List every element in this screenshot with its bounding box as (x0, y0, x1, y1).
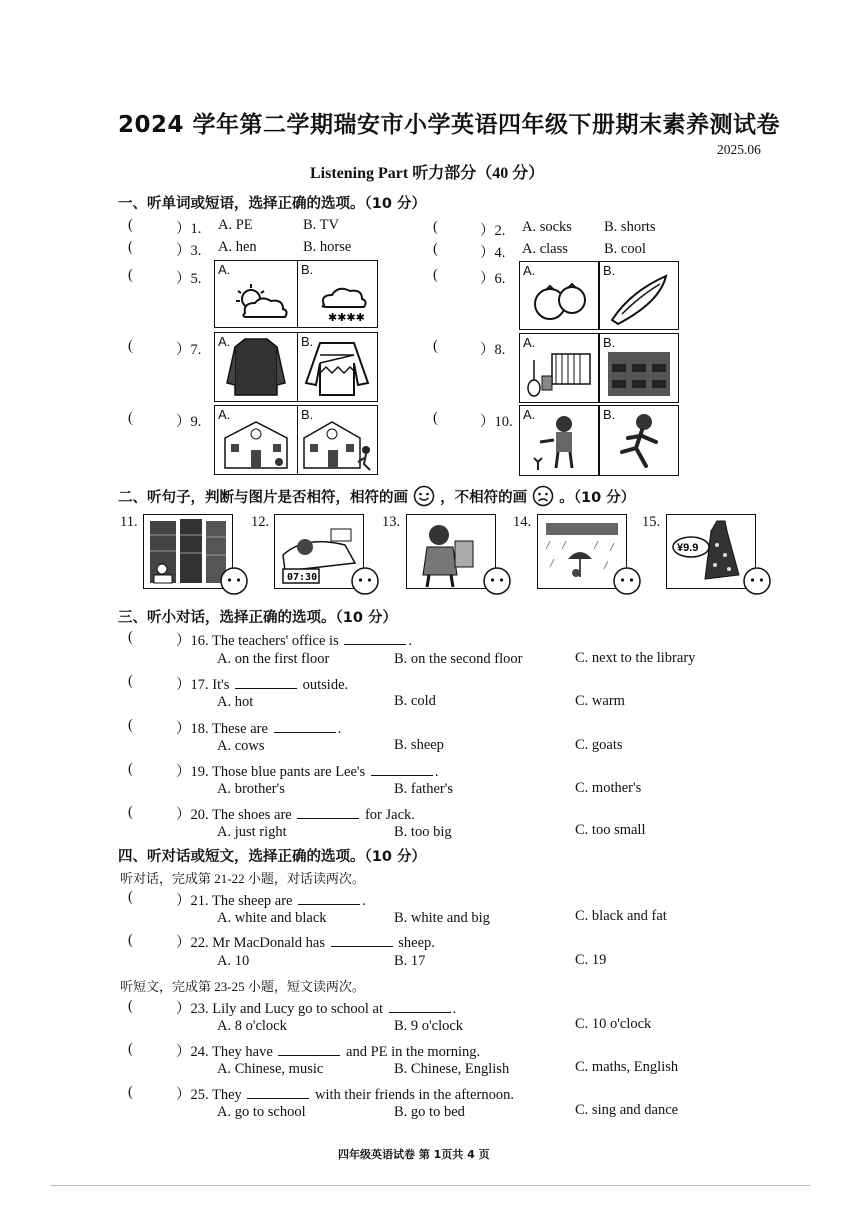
section3-heading: 三、听小对话，选择正确的选项。（10 分） (118, 610, 397, 626)
option-label: B. (603, 407, 616, 422)
exam-date: 2025.06 (717, 142, 761, 157)
question-end: . (452, 1001, 457, 1017)
question-text (176, 1083, 514, 1104)
page-footer: 四年级英语试卷 第 1页共 4 页 (338, 1148, 490, 1161)
question-end: and PE in the morning. (346, 1044, 481, 1060)
question-stem: ）24. They have (176, 1044, 273, 1060)
question-number: ）6. (480, 271, 506, 287)
option-b: B. 9 o'clock (394, 1018, 464, 1034)
option-b: B. shorts (604, 219, 656, 235)
question-number: ）1. (176, 221, 202, 237)
q5-option-a-image (214, 260, 298, 328)
question-end: . (408, 633, 412, 649)
section2-heading (118, 485, 635, 507)
question-end: outside. (302, 677, 349, 693)
option-a: A. go to school (217, 1104, 306, 1120)
question-number: ）10. (480, 414, 513, 430)
classroom-icon (600, 334, 678, 402)
question-number: 12. (251, 514, 270, 530)
question-number: ）7. (176, 342, 202, 358)
question-text (176, 931, 435, 952)
option-c: C. black and fat (575, 908, 667, 924)
question-number: ）3. (176, 243, 202, 259)
answer-blank[interactable] (371, 763, 433, 776)
paren: ( (128, 998, 133, 1014)
sun-cloud-icon (215, 261, 297, 327)
option-c: C. 19 (575, 952, 607, 968)
answer-face-icon[interactable] (612, 566, 642, 596)
question-text (176, 760, 438, 781)
paren: ( (128, 932, 133, 948)
option-label: A. (218, 262, 231, 277)
paren: ( (128, 338, 133, 354)
option-b: B. go to bed (394, 1104, 465, 1120)
option-a: A. socks (522, 219, 572, 235)
question-number: ）2. (480, 223, 506, 239)
passage-note: 听短文，完成第 23-25 小题，短文读两次。 (120, 979, 365, 994)
option-c: C. goats (575, 737, 623, 753)
option-c: C. mother's (575, 780, 642, 796)
smiley-face-icon (413, 485, 435, 507)
paren: ( (128, 217, 133, 233)
option-b: B. TV (303, 217, 339, 233)
option-c: C. too small (575, 822, 646, 838)
q7-option-b-image (297, 332, 378, 402)
paren: ( (128, 1084, 133, 1100)
answer-blank[interactable] (278, 1043, 340, 1056)
q8-option-a-image (519, 333, 599, 403)
question-text (176, 1040, 480, 1061)
option-c: C. warm (575, 693, 625, 709)
paren: ( (433, 219, 438, 235)
question-end: . (362, 893, 366, 909)
q8-option-b-image (599, 333, 679, 403)
question-end: for Jack. (364, 807, 415, 823)
answer-blank[interactable] (298, 892, 360, 905)
q9-option-b-image (297, 405, 378, 475)
option-a: A. 10 (217, 953, 250, 969)
option-label: A. (218, 334, 231, 349)
section1-heading: 一、听单词或短语，选择正确的选项。（10 分） (118, 196, 426, 212)
coat-icon (215, 333, 297, 401)
question-stem: ）16. The teachers' office is (176, 633, 339, 649)
option-label: B. (301, 262, 314, 277)
option-c: C. sing and dance (575, 1102, 679, 1118)
question-text (176, 803, 415, 824)
alarm-clock-time: 07:30 (287, 572, 318, 583)
paren: ( (128, 410, 133, 426)
question-number: ）4. (480, 245, 506, 261)
option-label: B. (301, 334, 314, 349)
green-beans-icon (600, 262, 678, 329)
question-text (176, 717, 341, 738)
svg-text:✱✱✱✱: ✱✱✱✱ (328, 311, 365, 324)
paren: ( (128, 629, 133, 645)
answer-face-icon[interactable] (350, 566, 380, 596)
q6-option-a-image (519, 261, 599, 330)
question-stem: ）22. Mr MacDonald has (176, 935, 326, 951)
answer-blank[interactable] (297, 806, 359, 819)
option-a: A. PE (218, 217, 253, 233)
paren: ( (128, 761, 133, 777)
option-c: C. next to the library (575, 650, 696, 666)
boy-running-icon (600, 406, 678, 475)
answer-blank[interactable] (389, 1000, 451, 1013)
question-number: 11. (120, 514, 138, 530)
answer-face-icon[interactable] (482, 566, 512, 596)
question-text (176, 889, 366, 910)
option-b: B. cool (604, 241, 646, 257)
option-label: B. (603, 263, 616, 278)
question-text (176, 997, 456, 1018)
question-number: ）5. (176, 271, 202, 287)
option-a: A. Chinese, music (217, 1061, 324, 1077)
question-end: with their friends in the afternoon. (315, 1087, 514, 1103)
paren: ( (128, 717, 133, 733)
question-stem: ）23. Lily and Lucy go to school at (176, 1001, 383, 1017)
paren: ( (128, 673, 133, 689)
question-stem: ）20. The shoes are (176, 807, 292, 823)
option-label: A. (523, 263, 536, 278)
question-end: . (337, 721, 342, 737)
answer-blank[interactable] (235, 676, 297, 689)
option-a: A. white and black (217, 910, 327, 926)
price-tag: ¥9.9 (677, 542, 699, 554)
question-stem: ）25. They (176, 1087, 242, 1103)
option-a: A. on the first floor (217, 651, 330, 667)
option-a: A. cows (217, 738, 265, 754)
section2-heading-b: ，不相符的画 (440, 490, 528, 506)
option-c: C. maths, English (575, 1059, 679, 1075)
option-b: B. too big (394, 824, 452, 840)
q7-option-a-image (214, 332, 298, 402)
q9-option-a-image (214, 405, 298, 475)
option-label: A. (218, 407, 231, 422)
question-end: sheep. (398, 935, 435, 951)
school-building-icon (215, 406, 297, 474)
sweater-icon (298, 333, 377, 401)
option-label: A. (523, 407, 536, 422)
snow-cloud-icon (298, 261, 377, 327)
page-title: 2024 学年第二学期瑞安市小学英语四年级下册期末素养测试卷 (118, 112, 781, 138)
question-text (176, 629, 412, 650)
paren: ( (433, 241, 438, 257)
option-a: A. class (522, 241, 568, 257)
question-stem: ）17. It's (176, 677, 230, 693)
paren: ( (128, 804, 133, 820)
answer-blank[interactable] (344, 632, 406, 645)
paren: ( (128, 1041, 133, 1057)
q6-option-b-image (599, 261, 679, 330)
option-b: B. 17 (394, 953, 426, 969)
section2-heading-a: 二、听句子，判断与图片是否相符，相符的画 (118, 490, 408, 506)
question-stem: ）18. These are (176, 721, 268, 737)
paren: ( (128, 889, 133, 905)
answer-blank[interactable] (274, 720, 336, 733)
answer-face-icon[interactable] (219, 566, 249, 596)
school-running-icon (298, 406, 377, 474)
option-b: B. horse (303, 239, 352, 255)
option-a: A. hen (218, 239, 257, 255)
answer-blank[interactable] (247, 1086, 309, 1099)
section4-heading: 四、听对话或短文，选择正确的选项。（10 分） (118, 849, 426, 865)
q10-option-b-image (599, 405, 679, 476)
option-b: B. white and big (394, 910, 490, 926)
question-number: ）8. (480, 342, 506, 358)
option-label: B. (603, 335, 616, 350)
option-b: B. cold (394, 693, 436, 709)
sad-face-icon (532, 485, 554, 507)
option-label: A. (523, 335, 536, 350)
answer-blank[interactable] (331, 934, 393, 947)
listening-part-heading: Listening Part 听力部分（40 分） (310, 165, 545, 182)
paren: ( (433, 410, 438, 426)
paren: ( (128, 267, 133, 283)
option-a: A. brother's (217, 781, 285, 797)
option-b: B. on the second floor (394, 651, 523, 667)
question-text (176, 673, 348, 694)
tomatoes-icon (520, 262, 598, 329)
option-label: B. (301, 407, 314, 422)
boy-watering-flowers-icon (520, 406, 598, 475)
section2-heading-c: 。（10 分） (559, 490, 636, 506)
question-number: ）9. (176, 414, 202, 430)
paren: ( (433, 338, 438, 354)
question-number: 14. (513, 514, 532, 530)
question-stem: ）21. The sheep are (176, 893, 293, 909)
question-end: . (434, 764, 439, 780)
music-room-icon (520, 334, 598, 402)
paren: ( (128, 239, 133, 255)
option-a: A. 8 o'clock (217, 1018, 287, 1034)
option-a: A. just right (217, 824, 287, 840)
q10-option-a-image (519, 405, 599, 476)
q5-option-b-image (297, 260, 378, 328)
question-number: 13. (382, 514, 401, 530)
paren: ( (433, 267, 438, 283)
dialog-note: 听对话，完成第 21-22 小题，对话读两次。 (120, 871, 365, 886)
divider (50, 1185, 810, 1186)
question-number: 15. (642, 514, 661, 530)
option-b: B. father's (394, 781, 453, 797)
option-b: B. Chinese, English (394, 1061, 510, 1077)
option-b: B. sheep (394, 737, 444, 753)
option-c: C. 10 o'clock (575, 1016, 652, 1032)
question-stem: ）19. Those blue pants are Lee's (176, 764, 366, 780)
answer-face-icon[interactable] (742, 566, 772, 596)
option-a: A. hot (217, 694, 254, 710)
